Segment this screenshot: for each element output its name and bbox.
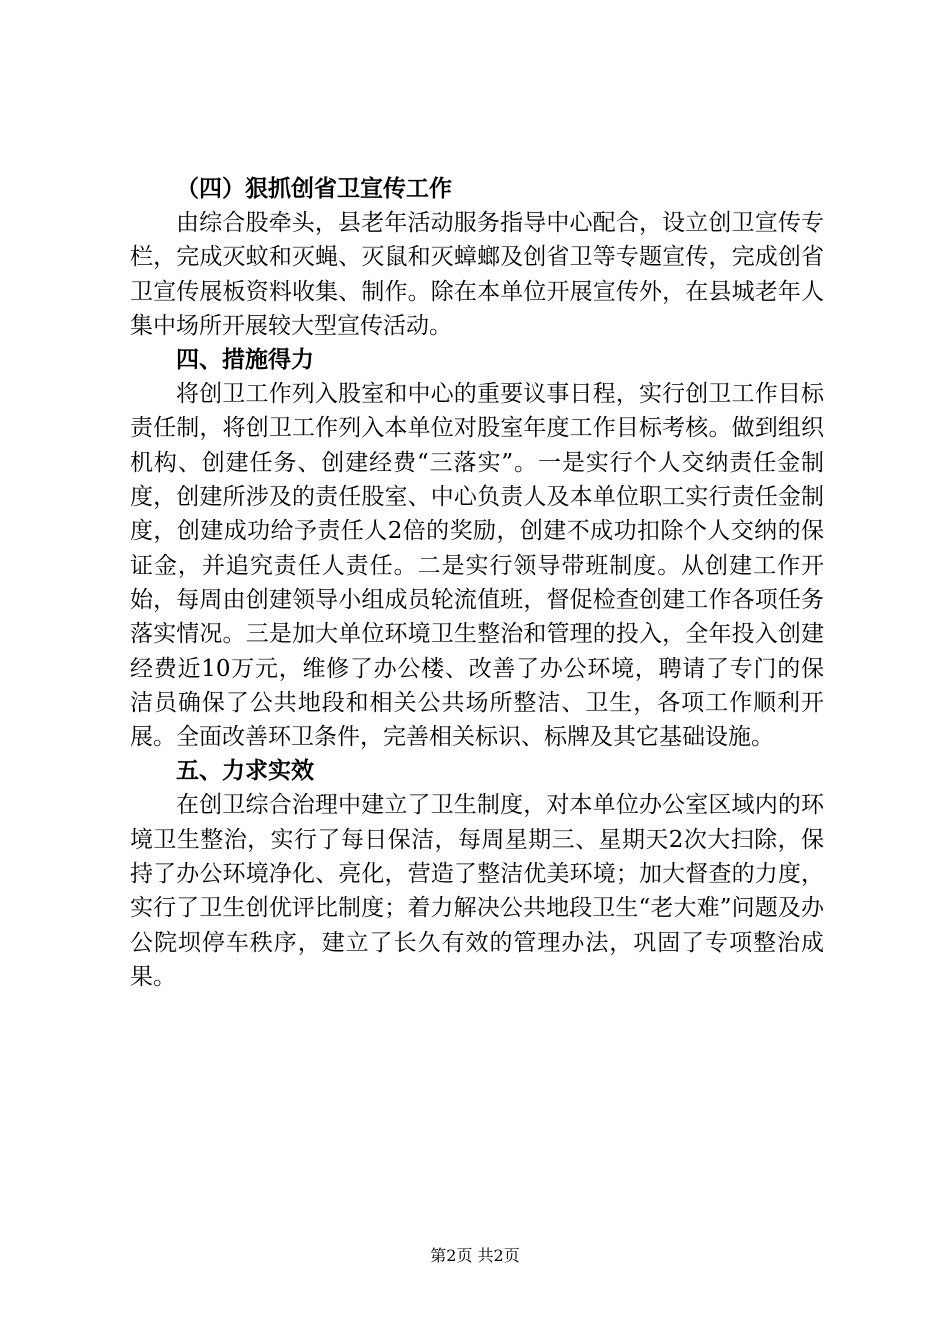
section-heading-measures: 四、措施得力 [176, 347, 314, 374]
section-paragraph-measures: 将创卫工作列入股室和中心的重要议事日程，实行创卫工作目标责任制，将创卫工作列入本单位对股室年度工作目标考核。做到组织机构、创建任务、创建经费“三落实”。一是实行个人交纳责任金制度，创建所涉及的责任股室、中心负责人及本单位职工实行责任金制度，创建成功给予责任人2倍的奖励，创建不成功扣除个人交纳的保证金，并追究责任人责任。二是实行领导带班制度。从创建工作开始，每周由创建领导小组成员轮流值班，督促检查创建工作各项任务落实情况。三是加大单位环境卫生整治和管理的投入，全年投入创建经费近10万元，维修了办公楼、改善了办公环境，聘请了专门的保洁员确保了公共地段和相关公共场所整洁、卫生，各项工作顺利开展。全面改善环卫条件，完善相关标识、标牌及其它基础设施。 [130, 381, 824, 751]
document-body [130, 172, 824, 994]
section-heading-results: 五、力求实效 [176, 758, 314, 785]
page-number-footer: 第2页 共2页 [430, 1246, 520, 1265]
section-heading-publicity: （四）狠抓创省卫宣传工作 [176, 176, 452, 202]
section-paragraph-results: 在创卫综合治理中建立了卫生制度，对本单位办公室区域内的环境卫生整治，实行了每日保洁，每周星期三、星期天2次大扫除，保持了办公环境净化、亮化，营造了整洁优美环境；加大督查的力度，实行了卫生创优评比制度；着力解决公共地段卫生“老大难”问题及办公院坝停车秩序，建立了长久有效的管理办法，巩固了专项整治成果。 [130, 792, 824, 990]
section-paragraph-publicity: 由综合股牵头，县老年活动服务指导中心配合，设立创卫宣传专栏，完成灭蚊和灭蝇、灭鼠和灭蟑螂及创省卫等专题宣传，完成创省卫宣传展板资料收集、制作。除在本单位开展宣传外，在县城老年人集中场所开展较大型宣传活动。 [130, 210, 824, 339]
